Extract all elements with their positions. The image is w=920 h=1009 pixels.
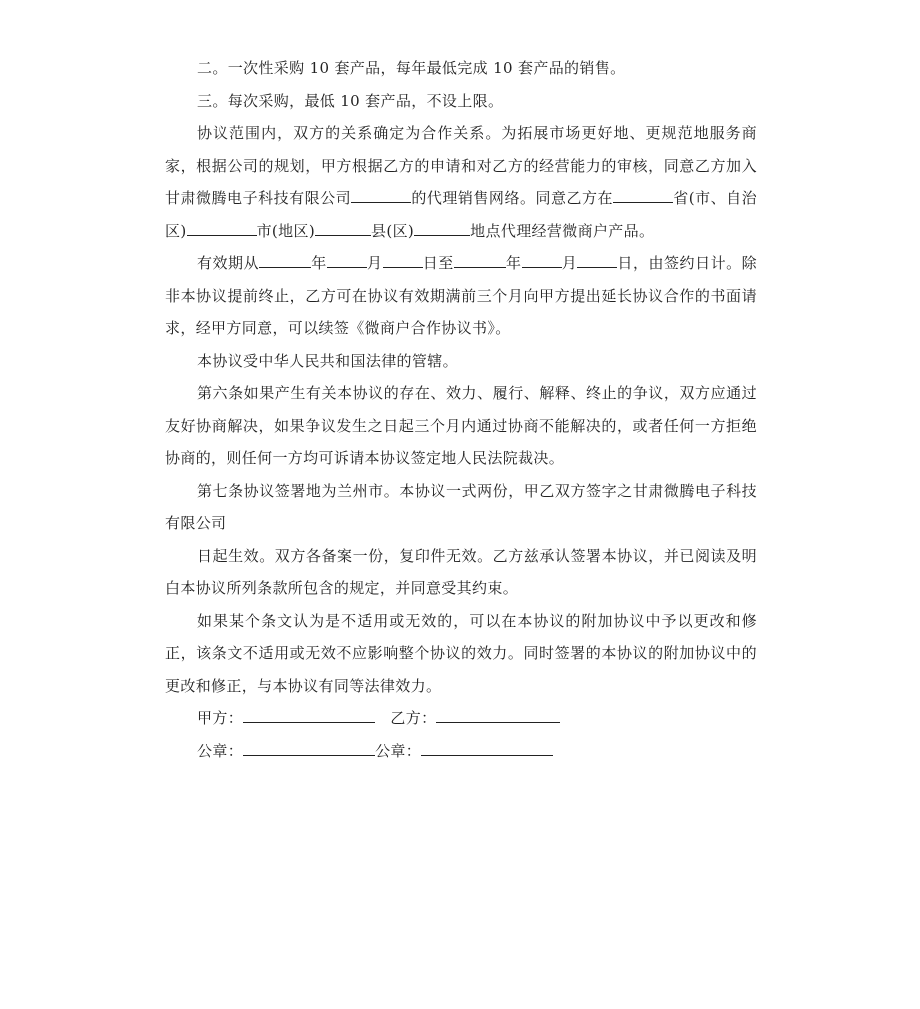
scope-text-2: 的代理销售网络。同意乙方在	[411, 189, 614, 207]
province-label: 省(市、自治区)	[165, 189, 758, 240]
company-blank	[351, 188, 411, 203]
province-blank	[613, 188, 673, 203]
seal-line	[165, 735, 757, 768]
party-b-blank	[436, 708, 560, 723]
location-blank	[414, 221, 470, 236]
effective-clause: 日起生效。双方各备案一份，复印件无效。乙方兹承认签署本协议，并已阅读及明白本协议所列条款所包含的规定，并同意受其约束。	[165, 546, 757, 597]
city-label: 市(地区)	[256, 221, 316, 240]
county-label: 县(区)	[371, 221, 415, 240]
clause-3: 三。每次采购，最低 10 套产品，不设上限。	[197, 91, 504, 110]
seal-b-blank	[421, 741, 553, 756]
city-blank	[187, 221, 257, 236]
signature-line	[165, 702, 757, 735]
day-to-label: 日至	[422, 254, 454, 272]
end-day-blank	[577, 253, 617, 268]
month-label-2: 月	[561, 254, 578, 272]
month-label: 月	[366, 254, 383, 272]
clause-2: 二。一次性采购 10 套产品，每年最低完成 10 套产品的销售。	[197, 59, 626, 77]
start-month-blank	[327, 253, 367, 268]
term-text: 日，由签约日计。除非本协议提前终止，乙方可在协议有效期满前三个月向甲方提出延长协议合作的书面请求，经甲方同意，可以续签《微商户合作协议书》。	[165, 254, 758, 337]
end-year-blank	[454, 253, 506, 268]
contract-page	[165, 52, 757, 767]
term-from: 有效期从	[197, 254, 260, 272]
term-paragraph	[165, 247, 757, 345]
party-a-blank	[243, 708, 375, 723]
scope-text: 协议范围内，双方的关系确定为合作关系。为拓展市场更好地、更规范地服务商家，根据公司的规划，甲方根据乙方的申请和对乙方的经营能力的审核，同意乙方加入甘肃微腾电子科技有限公司	[165, 124, 757, 207]
end-month-blank	[522, 253, 562, 268]
start-day-blank	[383, 253, 423, 268]
start-year-blank	[259, 253, 311, 268]
county-blank	[315, 221, 371, 236]
severability-clause: 如果某个条文认为是不适用或无效的，可以在本协议的附加协议中予以更改和修正，该条文不适用或无效不应影响整个协议的效力。同时签署的本协议的附加协议中的更改和修正，与本协议有同等法律效力。	[165, 611, 757, 695]
year-label: 年	[311, 254, 327, 272]
seal-a-blank	[243, 741, 375, 756]
party-b-label: 乙方：	[390, 709, 437, 727]
governing-law: 本协议受中华人民共和国法律的管辖。	[197, 351, 458, 370]
seal-a-label: 公章：	[197, 741, 244, 760]
article-6: 第六条如果产生有关本协议的存在、效力、履行、解释、终止的争议，双方应通过友好协商解决，如果争议发生之日起三个月内通过协商不能解决的，或者任何一方拒绝协商的，则任何一方均可诉请本协议签定地人民法院裁决。	[165, 384, 757, 467]
party-a-label: 甲方：	[197, 709, 244, 727]
scope-text-3: 地点代理经营微商户产品。	[470, 221, 655, 240]
scope-paragraph	[165, 117, 757, 247]
seal-b-label: 公章：	[375, 741, 422, 760]
article-7: 第七条协议签署地为兰州市。本协议一式两份，甲乙双方签字之甘肃微腾电子科技有限公司	[165, 481, 757, 532]
year-label-2: 年	[505, 254, 522, 272]
